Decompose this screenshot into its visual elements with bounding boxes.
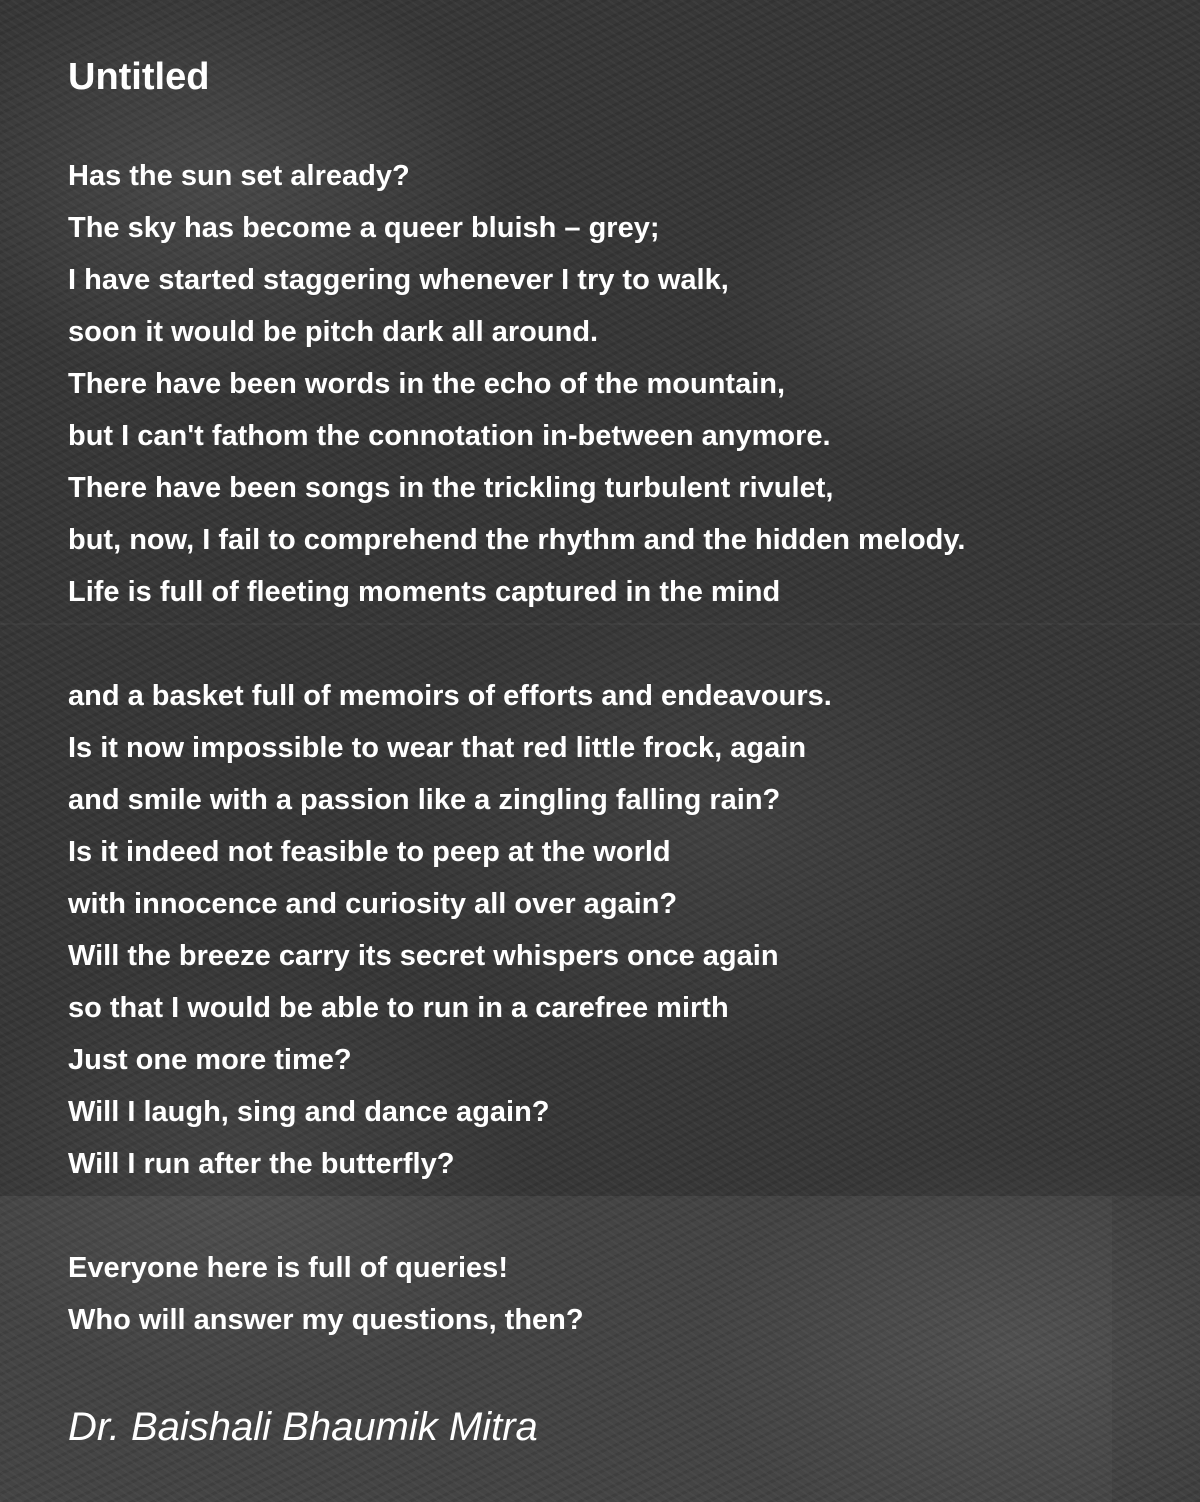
- poem-line: Everyone here is full of queries!: [68, 1252, 508, 1284]
- poem-line: There have been words in the echo of the mountain,: [68, 368, 786, 400]
- poem-line: The sky has become a queer bluish – grey;: [68, 212, 660, 244]
- poem-line: with innocence and curiosity all over again?: [68, 888, 678, 920]
- poem-line: and a basket full of memoirs of efforts and endeavours.: [68, 680, 832, 712]
- poem-line: so that I would be able to run in a carefree mirth: [68, 992, 729, 1024]
- stanza-1: [68, 150, 965, 618]
- poem-line: and smile with a passion like a zingling falling rain?: [68, 784, 781, 816]
- poem-line: Is it now impossible to wear that red little frock, again: [68, 732, 807, 764]
- poem-line: but I can't fathom the connotation in-between anymore.: [68, 420, 831, 452]
- poem-line: Life is full of fleeting moments captured in the mind: [68, 576, 781, 608]
- poem-line: Will the breeze carry its secret whispers once again: [68, 940, 779, 972]
- poem-line: I have started staggering whenever I try to walk,: [68, 264, 729, 296]
- poem-author: Dr. Baishali Bhaumik Mitra: [68, 1405, 538, 1449]
- poem-line: soon it would be pitch dark all around.: [68, 316, 599, 348]
- poem-line: Will I laugh, sing and dance again?: [68, 1096, 550, 1128]
- poem-line: Who will answer my questions, then?: [68, 1304, 584, 1336]
- stanza-3: [68, 1242, 584, 1346]
- poem-line: Has the sun set already?: [68, 160, 410, 192]
- poem-title: Untitled: [68, 56, 210, 98]
- poem-line: but, now, I fail to comprehend the rhythm and the hidden melody.: [68, 524, 966, 556]
- poem-line: Will I run after the butterfly?: [68, 1148, 455, 1180]
- stanza-2: [68, 670, 832, 1190]
- poem-line: There have been songs in the trickling turbulent rivulet,: [68, 472, 834, 504]
- poem-line: Just one more time?: [68, 1044, 352, 1076]
- poem-line: Is it indeed not feasible to peep at the world: [68, 836, 671, 868]
